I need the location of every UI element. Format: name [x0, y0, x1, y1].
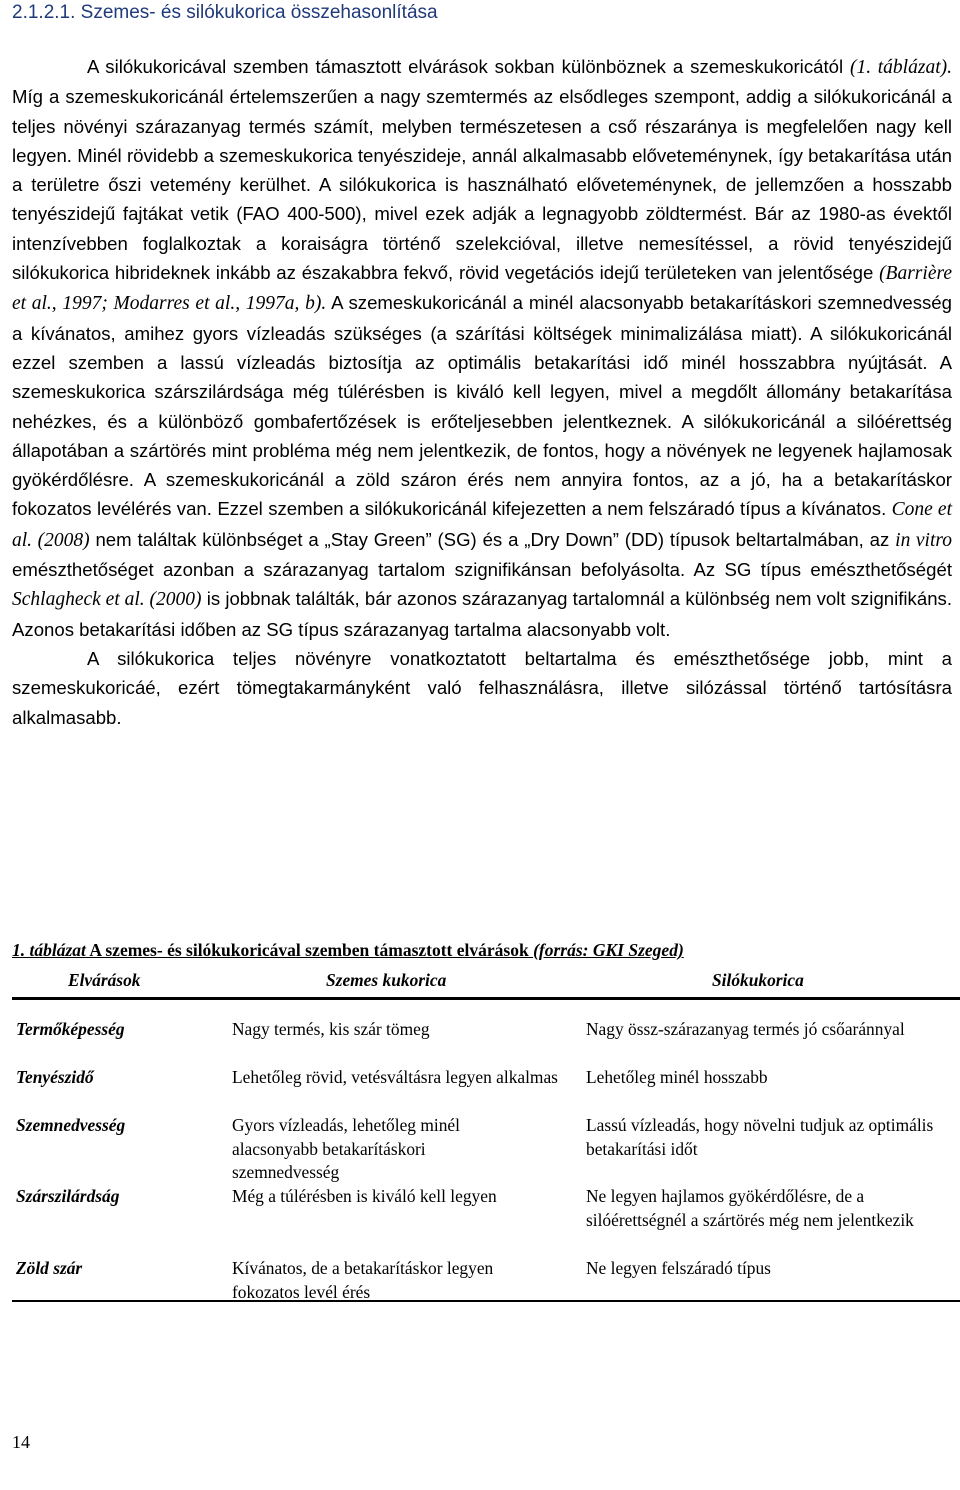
- table-bottom-rule: [12, 1300, 960, 1302]
- table-caption-source: (forrás: GKI Szeged): [533, 940, 684, 960]
- citation-cone: Cone et al. (2008): [12, 499, 952, 551]
- p1-sentence-3: A szemeskukoricánál a minél alacsonyabb betakarításkori szemnedvesség a kívánatos, amihez gyors vízleadás szükséges (a szárítási költségek minimalizálása miatt). A silókukoricánál ezzel szemben a lassú vízleadás biztosítja az optimális betakarítási idő minél hosszabbra nyújtását. A szemeskukorica szárszilárdsága még túlérésben is kiváló kell legyen, mivel a megdőlt állomány betakarítása nehézkes, és a különböző gombafertőzések is erőteljesebben jelentkeznek. A silókukoricánál a silóérettség állapotában a szártörés mint probléma még nem jelentkezik, de fontos, hogy a növények ne legyenek hajlamosak gyökérdőlésre. A szemeskukoricánál a zöld száron érés nem annyira fontos, az a jó, ha a betakarításkor fokozatos levélérés van. Ezzel szemben a silókukoricánál kifejezetten a nem felszáradó típus a kívánatos.: [12, 292, 952, 520]
- table-cell-silage: Lassú vízleadás, hogy növelni tudjuk az optimális betakarítási időt: [586, 1115, 934, 1159]
- p1-sentence-5: emészthetőséget azonban a szárazanyag tartalom szignifikánsan befolyásolta. Az SG típus emészthetőségét: [12, 559, 952, 581]
- table-cell-criterion: Termőképesség: [16, 1019, 125, 1039]
- table-header-szemes: Szemes kukorica: [326, 970, 447, 990]
- p1-sentence-2: Míg a szemeskukoricánál értelemszerűen a nagy szemtermés az elsődleges szempont, addig a silókukoricánál a teljes növényi szárazanyag termés számít, melyben természetesen a cső részaránya is megfelelően nagy kell legyen. Minél rövidebb a szemeskukorica tenyészideje, annál alkalmasabb elővetеménynek, így betakarítása után a területre őszi vetemény kerülhet. A silókukorica is használható elővetеménynek, de jellemzően a hosszabb tenyészidejű fajtákat vetik (FAO 400-500), mivel ezek adják a legnagyobb zöldtermést. Bár az 1980-as évektől intenzívebben foglalkoztak a koraiságra történő szelekcióval, illetve nemesítéssel, a rövid tenyészidejű silókukorica hibrideknek inkább az északabbra fekvő, rövid vegetációs idejű területeken van jelentősége: [12, 86, 952, 284]
- table-cell-criterion: Szárszilárdság: [16, 1186, 120, 1206]
- table-cell-silage: Ne legyen hajlamos gyökérdőlésre, de a silóérettségnél a szártörés még nem jelentkezik: [586, 1186, 914, 1230]
- citation-schlagheck: Schlagheck et al. (2000): [12, 589, 202, 611]
- table-cell-grain: Nagy termés, kis szár tömeg: [232, 1019, 430, 1039]
- table-header-row: [12, 965, 960, 1000]
- table-cell-criterion: Szemnedvesség: [16, 1115, 126, 1135]
- section-heading: 2.1.2.1. Szemes- és silókukorica összehasonlítása: [12, 2, 438, 23]
- table-cell-silage: Ne legyen felszáradó típus: [586, 1258, 771, 1278]
- table-caption-text: A szemes- és silókukoricával szemben támasztott elvárások: [85, 940, 534, 960]
- table-reference: (1. táblázat).: [850, 57, 952, 78]
- table-header-elvarasok: Elvárások: [68, 970, 141, 990]
- table-cell-grain: Kívánatos, de a betakarításkor legyen fokozatos levél érés: [232, 1258, 494, 1302]
- paragraph-1: [12, 52, 952, 644]
- paragraph-2: A silókukorica teljes növényre vonatkoztatott beltartalma és emészthetősége jobb, mint a szemeskukoricáé, ezért tömegtakarmányként való felhasználásra, illetve silózással történő tartósításra alkalmasabb.: [12, 647, 952, 728]
- table-cell-silage: Nagy össz-szárazanyag termés jó csőaránnyal: [586, 1019, 905, 1039]
- in-vitro-term: in vitro: [895, 529, 953, 551]
- table-header-silo: Silókukorica: [712, 970, 804, 990]
- table-caption-label: 1. táblázat: [12, 940, 86, 960]
- p1-sentence-6: is jobbnak találták, bár azonos szárazanyag tartalomnál a különbség nem volt szignifikáns. Azonos betakarítási időben az SG típus szárazanyag tartalma alacsonyabb volt.: [12, 588, 952, 640]
- table-cell-silage: Lehetőleg minél hosszabb: [586, 1067, 768, 1087]
- page-number: 14: [12, 1432, 30, 1452]
- table-cell-grain: Még a túlérésben is kiváló kell legyen: [232, 1186, 497, 1206]
- citation-barriere: (Barrière et al., 1997; Modarres et al., 1997a, b).: [12, 263, 952, 315]
- table-caption: [12, 940, 952, 961]
- p1-sentence-4: nem találtak különbséget a „Stay Green” (SG) és a „Dry Down” (DD) típusok beltartalmában, az: [89, 528, 896, 550]
- comparison-table: [12, 965, 960, 1302]
- table-cell-criterion: Zöld szár: [16, 1258, 83, 1278]
- table-cell-criterion: Tenyészidő: [16, 1067, 94, 1087]
- body-text: [12, 52, 952, 732]
- table-cell-grain: Gyors vízleadás, lehetőleg minél alacsonyabb betakarításkori szemnedvesség: [232, 1115, 460, 1182]
- p1-sentence-1: A silókukoricával szemben támasztott elvárások sokban különböznek a szemeskukoricától: [87, 56, 851, 77]
- table-cell-grain: Lehetőleg rövid, vetésváltásra legyen alkalmas: [232, 1067, 558, 1087]
